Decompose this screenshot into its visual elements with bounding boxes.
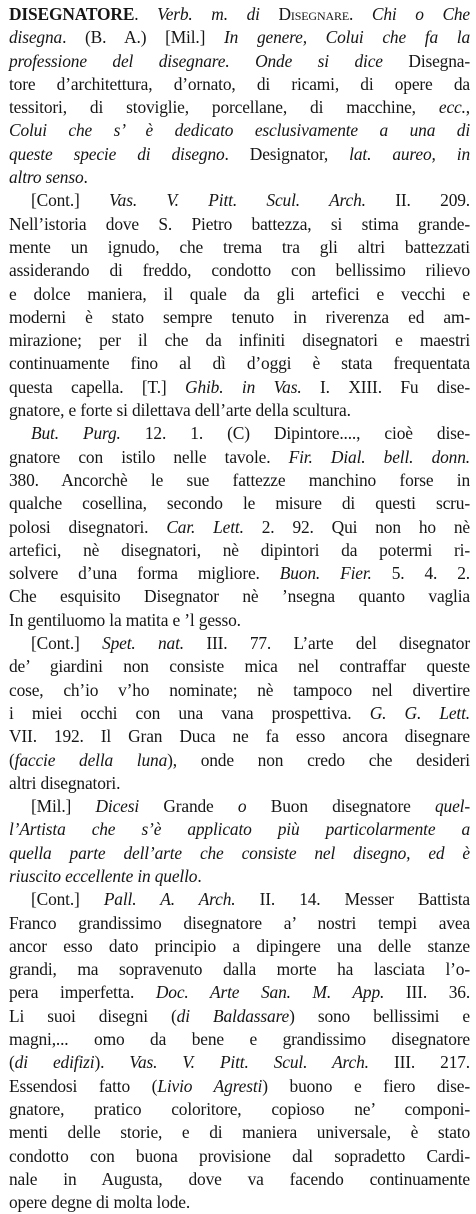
text-line bbox=[9, 1028, 470, 1051]
text-line bbox=[9, 3, 470, 26]
italic-text: disegna bbox=[9, 27, 63, 48]
text-line bbox=[9, 655, 470, 678]
text-run: 2. 92. Qui non ho nè bbox=[243, 516, 470, 537]
text-line bbox=[9, 1191, 470, 1214]
text-run: condotto con buona provisione dal sopradetto Cardi- bbox=[9, 1145, 470, 1166]
text-run: ancor esso dato principio a dipingere una delle stanze bbox=[9, 935, 470, 956]
headword: DISEGNATORE bbox=[9, 4, 135, 24]
text-line bbox=[9, 399, 470, 422]
text-run: magni,... omo da bene e grandissimo disegnatore bbox=[9, 1029, 470, 1050]
text-line bbox=[9, 888, 470, 911]
text-line bbox=[9, 935, 470, 958]
text-run: gnatore con istilo nelle tavole. bbox=[9, 446, 289, 467]
italic-text: G. G. Lett. bbox=[369, 702, 470, 723]
entry-paragraph bbox=[9, 189, 470, 422]
text-run: Disegna- bbox=[382, 50, 470, 71]
dictionary-entry bbox=[9, 3, 470, 1214]
italic-text: di edifizi bbox=[14, 1052, 95, 1073]
text-line bbox=[9, 679, 470, 702]
text-run: continuamente fino al dì d’oggi è stata frequentata bbox=[9, 353, 470, 374]
text-run: Grande bbox=[139, 796, 238, 817]
text-line bbox=[9, 749, 470, 772]
text-line bbox=[9, 352, 470, 375]
italic-text: di Baldassare bbox=[176, 1005, 290, 1026]
text-line bbox=[9, 166, 470, 189]
entry-paragraph bbox=[9, 422, 470, 632]
text-run: 12. 1. (C) Dipintore...., cioè dise- bbox=[120, 423, 470, 444]
text-line bbox=[9, 539, 470, 562]
text-run: . Designator, bbox=[224, 143, 350, 164]
italic-text: Livio Agresti bbox=[157, 1075, 263, 1096]
text-line bbox=[9, 492, 470, 515]
text-line bbox=[9, 213, 470, 236]
text-line bbox=[9, 958, 470, 981]
text-line bbox=[9, 26, 470, 49]
text-line bbox=[9, 1075, 470, 1098]
text-run: Franco grandissimo disegnatore a’ nostri tempi avea bbox=[9, 912, 470, 933]
entry-paragraph bbox=[9, 795, 470, 888]
text-line bbox=[9, 818, 470, 841]
italic-text: Fir. Dial. bell. donn. bbox=[288, 446, 470, 467]
text-run: gnatore, e forte si dilettava dell’arte della scultura. bbox=[9, 400, 351, 421]
italic-text: quella parte dell’arte che consiste nel disegno, ed è bbox=[9, 842, 470, 863]
italic-text: Ghib. in Vas. bbox=[185, 376, 302, 397]
text-run: ). bbox=[94, 1052, 130, 1073]
italic-text: Vas. V. Pitt. Scul. Arch. bbox=[109, 190, 366, 211]
text-line bbox=[9, 1005, 470, 1028]
text-run: polosi disegnatori. bbox=[9, 516, 167, 537]
text-run: Essendosi fatto ( bbox=[9, 1075, 158, 1096]
text-line bbox=[9, 795, 470, 818]
italic-text: ecc. bbox=[438, 97, 466, 118]
text-run: [Cont.] bbox=[31, 889, 104, 910]
text-run: [Cont.] bbox=[31, 633, 103, 654]
text-run: . bbox=[349, 4, 372, 24]
text-run: In gentiluomo la matita e ’l gesso. bbox=[9, 609, 241, 630]
italic-text: But. Purg. bbox=[31, 423, 121, 444]
text-line bbox=[9, 1168, 470, 1191]
text-run: mente un ignudo, che trema tra gli altri battezzati bbox=[9, 236, 470, 257]
text-line bbox=[9, 236, 470, 259]
text-line bbox=[9, 446, 470, 469]
text-run: altri disegnatori. bbox=[9, 772, 121, 793]
text-line bbox=[9, 562, 470, 585]
italic-text: Colui che s’ è dedicato esclusivamente a una di bbox=[9, 120, 470, 141]
italic-text: Pall. A. Arch. bbox=[103, 889, 236, 910]
text-run: artefici, nè disegnatori, nè dipintori da potermi ri- bbox=[9, 539, 470, 560]
text-run: i miei occhi con una vana prospettiva. bbox=[9, 702, 370, 723]
text-run: III. 217. bbox=[368, 1052, 470, 1073]
text-line bbox=[9, 632, 470, 655]
text-run: . bbox=[134, 4, 158, 24]
text-run: cose, ch’io v’ho nominate; nè tampoco nel divertire bbox=[9, 679, 470, 700]
text-run: qualche cosellina, secondo le misure di questi scru- bbox=[9, 493, 470, 514]
italic-text: riuscito eccellente in quello bbox=[9, 865, 198, 886]
small-caps-text: Disegnare bbox=[278, 4, 350, 24]
text-run: [Cont.] bbox=[31, 190, 110, 211]
text-line bbox=[9, 259, 470, 282]
text-run: mirazione; per il che da infiniti disegnatori e maestri bbox=[9, 330, 470, 351]
text-run: pera imperfetta. bbox=[9, 982, 156, 1003]
entry-paragraph bbox=[9, 632, 470, 795]
text-run: I. XIII. Fu dise- bbox=[301, 376, 470, 397]
text-line bbox=[9, 376, 470, 399]
italic-text: altro senso bbox=[9, 167, 84, 188]
text-run: 5. 4. 2. bbox=[371, 563, 470, 584]
text-run: . bbox=[83, 167, 88, 188]
text-run: opere degne di molta lode. bbox=[9, 1192, 191, 1213]
italic-text: Verb. m. di bbox=[157, 4, 279, 24]
text-line bbox=[9, 842, 470, 865]
text-line bbox=[9, 143, 470, 166]
text-run: ( bbox=[9, 749, 15, 770]
italic-text: lat. aureo, in bbox=[349, 143, 470, 164]
text-run: . bbox=[197, 865, 202, 886]
italic-text: l’Artista che s’è applicato più particolarmente a bbox=[9, 819, 470, 840]
text-line bbox=[9, 981, 470, 1004]
text-run: VII. 192. Il Gran Duca ne fa esso ancora disegnare bbox=[9, 726, 470, 747]
italic-text: Car. Lett. bbox=[166, 516, 244, 537]
text-run: assiderando di freddo, condotto con bellissimo rilievo bbox=[9, 260, 470, 281]
italic-text: Buon. Fier. bbox=[279, 563, 372, 584]
text-line bbox=[9, 585, 470, 608]
text-line bbox=[9, 283, 470, 306]
text-line bbox=[9, 73, 470, 96]
text-line bbox=[9, 772, 470, 795]
text-line bbox=[9, 609, 470, 632]
text-line bbox=[9, 1121, 470, 1144]
text-run: . (B. A.) [Mil.] bbox=[62, 27, 225, 48]
text-line bbox=[9, 912, 470, 935]
text-line bbox=[9, 422, 470, 445]
italic-text: Vas. V. Pitt. Scul. Arch. bbox=[129, 1052, 369, 1073]
text-line bbox=[9, 306, 470, 329]
italic-text: o bbox=[237, 796, 247, 817]
text-run: ), onde non credo che desideri bbox=[167, 749, 470, 770]
text-line bbox=[9, 1098, 470, 1121]
italic-text: professione del disegnare. Onde si dice bbox=[9, 50, 383, 71]
italic-text: quel- bbox=[435, 796, 470, 817]
text-run: tore d’architettura, d’ornato, di ricami, di opere da bbox=[9, 73, 470, 94]
text-run: ( bbox=[9, 1052, 15, 1073]
italic-text: faccie della luna bbox=[14, 749, 168, 770]
text-line bbox=[9, 702, 470, 725]
text-run: II. 209. bbox=[365, 190, 470, 211]
text-run: de’ giardini non consiste mica nel contraffar queste bbox=[9, 656, 470, 677]
text-run: Buon disegnatore bbox=[246, 796, 436, 817]
text-run: ) buono e fiero dise- bbox=[262, 1075, 470, 1096]
text-line bbox=[9, 865, 470, 888]
text-run: [Mil.] bbox=[31, 796, 96, 817]
text-line bbox=[9, 1051, 470, 1074]
text-line bbox=[9, 516, 470, 539]
text-line bbox=[9, 469, 470, 492]
text-run: questa capella. [T.] bbox=[9, 376, 186, 397]
text-run: Nell’istoria dove S. Pietro battezza, si stima grande- bbox=[9, 213, 470, 234]
italic-text: queste specie di disegno bbox=[9, 143, 225, 164]
text-run: Li suoi disegni ( bbox=[9, 1005, 177, 1026]
text-run: III. 77. L’arte del disegnator bbox=[183, 633, 470, 654]
text-run: II. 14. Messer Battista bbox=[235, 889, 470, 910]
text-run: nale in Augusta, dove va facendo continuamente bbox=[9, 1168, 470, 1189]
entry-paragraph bbox=[9, 888, 470, 1214]
text-line bbox=[9, 189, 470, 212]
text-run: e dolce maniera, il quale da gli artefici e vecchi e bbox=[9, 283, 470, 304]
italic-text: Doc. Arte San. M. App. bbox=[155, 982, 385, 1003]
text-run: tessitori, di stoviglie, porcellane, di macchine, bbox=[9, 97, 439, 118]
text-run: 380. Ancorchè le sue fattezze manchino forse in bbox=[9, 469, 470, 490]
text-run: solvere d’una forma migliore. bbox=[9, 563, 280, 584]
text-run: menti delle storie, e di maniera universale, è stato bbox=[9, 1122, 470, 1143]
text-run: moderni è stato sempre tenuto in riverenza ed am- bbox=[9, 306, 470, 327]
text-run: ) sono bellissimi e bbox=[289, 1005, 470, 1026]
italic-text: In genere, Colui che fa la bbox=[224, 27, 470, 48]
italic-text: Dicesi bbox=[95, 796, 140, 817]
text-line bbox=[9, 329, 470, 352]
text-line bbox=[9, 119, 470, 142]
entry-paragraph bbox=[9, 3, 470, 189]
italic-text: Spet. nat. bbox=[102, 633, 184, 654]
text-line bbox=[9, 1145, 470, 1168]
text-run: gnatore, pratico coloritore, copioso ne’ componi- bbox=[9, 1098, 470, 1119]
text-run: III. 36. bbox=[384, 982, 471, 1003]
text-line bbox=[9, 96, 470, 119]
text-run: Che esquisito Disegnator nè ’nsegna quanto vaglia bbox=[9, 586, 470, 607]
text-line bbox=[9, 725, 470, 748]
text-line bbox=[9, 50, 470, 73]
text-run: grandi, ma sopravenuto dalla morte ha lasciata l’o- bbox=[9, 959, 470, 980]
text-run: , bbox=[465, 97, 470, 118]
italic-text: Chi o Che bbox=[371, 4, 471, 24]
